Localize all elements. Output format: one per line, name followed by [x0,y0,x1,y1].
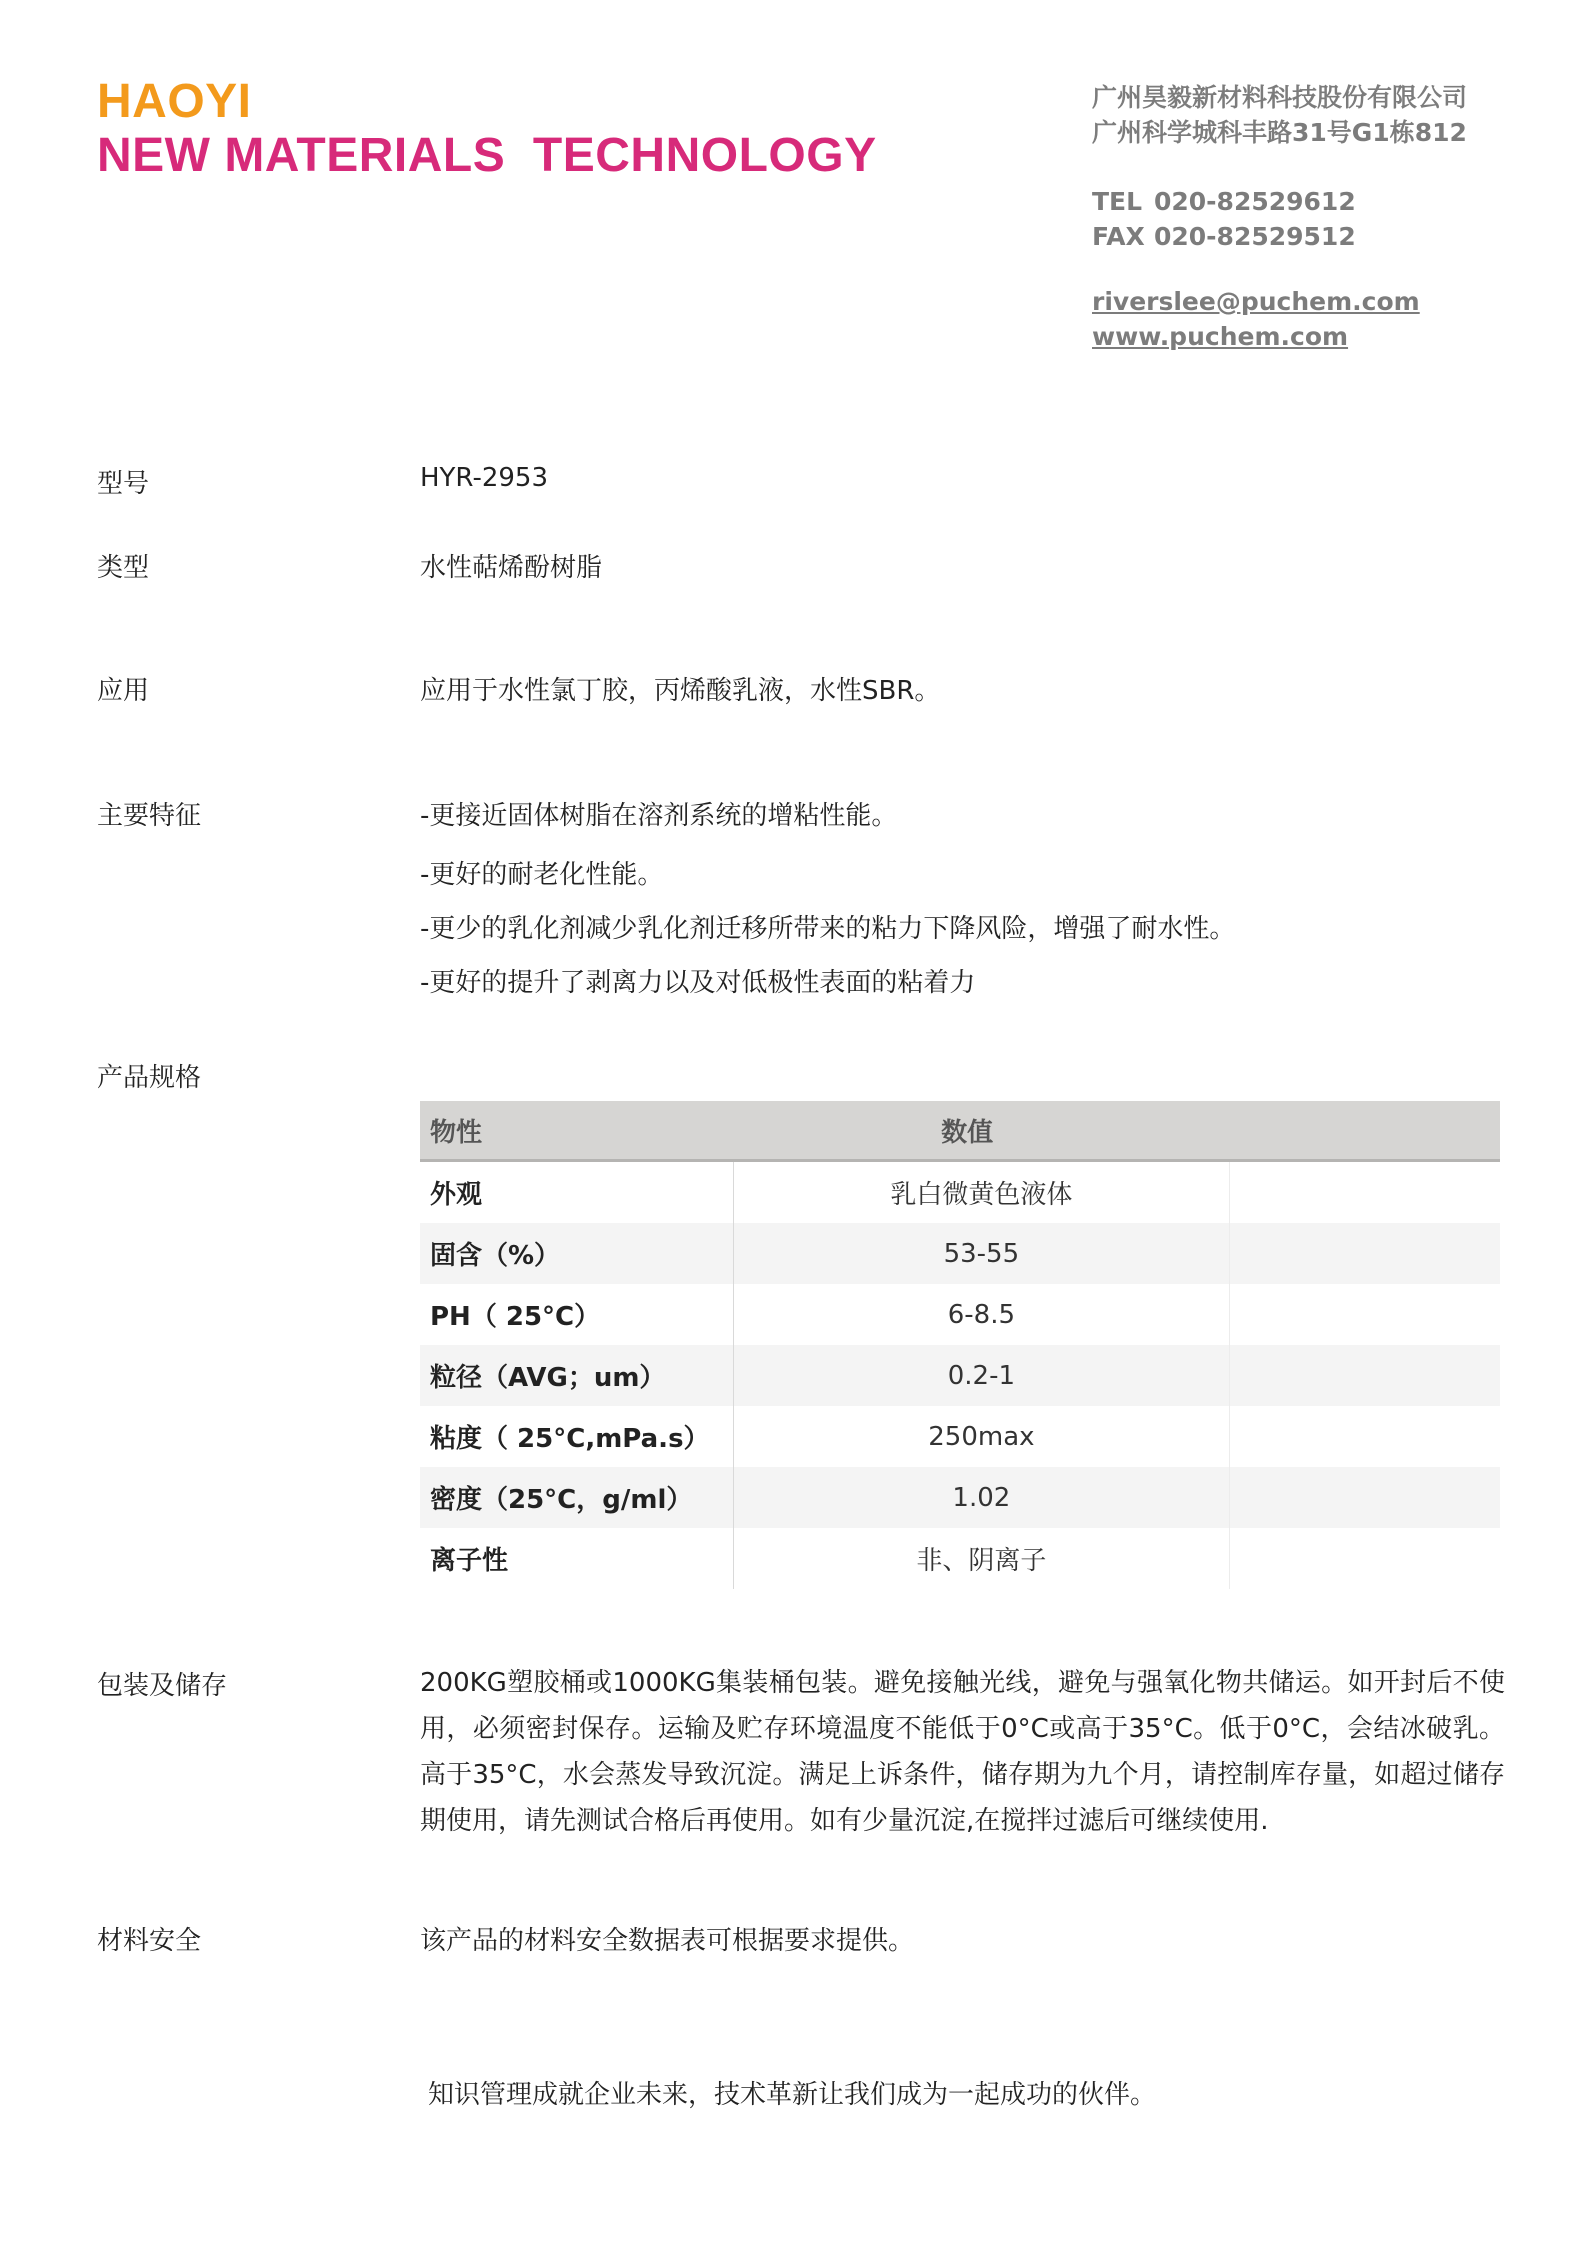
property-cell: 粒径（AVG；um） [420,1345,733,1406]
property-cell: 密度（25°C，g/ml） [420,1467,733,1528]
fax-row [1092,219,1467,254]
safety-label: 材料安全 [97,1926,202,1956]
feature-item: -更好的耐老化性能。 [420,860,664,890]
empty-cell [1229,1284,1500,1345]
model-value: HYR-2953 [420,463,548,493]
table-row [420,1284,1500,1345]
features-label: 主要特征 [97,801,202,831]
company-address: 广州科学城科丰路31号G1栋812 [1092,118,1467,147]
table-row [420,1223,1500,1284]
fax-label: FAX [1092,222,1145,251]
value-cell: 250max [733,1406,1229,1467]
feature-item: -更接近固体树脂在溶剂系统的增粘性能。 [420,801,898,831]
value-cell: 53-55 [733,1223,1229,1284]
value-cell: 1.02 [733,1467,1229,1528]
safety-text: 该产品的材料安全数据表可根据要求提供。 [420,1926,915,1956]
property-cell: 外观 [420,1161,733,1224]
empty-cell [1229,1467,1500,1528]
empty-cell [1229,1345,1500,1406]
fax-number: 020-82529512 [1154,222,1356,251]
property-cell: 粘度（ 25°C,mPa.s） [420,1406,733,1467]
tel-row [1092,184,1467,219]
storage-label: 包装及储存 [97,1671,228,1701]
value-cell: 6-8.5 [733,1284,1229,1345]
table-row [420,1406,1500,1467]
contact-block [1092,80,1467,354]
value-cell: 0.2-1 [733,1345,1229,1406]
empty-cell [1229,1161,1500,1224]
empty-cell [1229,1406,1500,1467]
empty-cell [1229,1223,1500,1284]
table-row [420,1528,1500,1589]
table-header-row [420,1101,1500,1161]
spec-table [420,1101,1500,1589]
tel-number: 020-82529612 [1154,187,1356,216]
empty-cell [1229,1528,1500,1589]
property-cell: 固含（%） [420,1223,733,1284]
email-link[interactable]: riverslee@puchem.com [1092,287,1420,316]
application-label: 应用 [97,676,150,706]
storage-text: 200KG塑胶桶或1000KG集装桶包装。避免接触光线，避免与强氧化物共储运。如开封后不使用，必须密封保存。运输及贮存环境温度不能低于0°C或高于35°C。低于0°C，会结冰破乳。高于35°C，水会蒸发导致沉淀。满足上诉条件，储存期为九个月，请控制库存量，如超过储存期使用，请先测试合格后再使用。如有少量沉淀,在搅拌过滤后可继续使用. [420,1668,1505,1836]
specs-label: 产品规格 [97,1063,202,1093]
type-value: 水性萜烯酚树脂 [420,553,603,583]
type-label: 类型 [97,553,150,583]
brand-name: HAOYI [97,75,252,128]
tel-label: TEL [1092,187,1143,216]
model-label: 型号 [97,469,150,499]
website-link[interactable]: www.puchem.com [1092,322,1349,351]
property-cell: 离子性 [420,1528,733,1589]
table-row [420,1161,1500,1224]
application-value: 应用于水性氯丁胶，丙烯酸乳液，水性SBR。 [420,676,941,706]
column-header-property: 物性 [420,1101,733,1161]
feature-item: -更少的乳化剂减少乳化剂迁移所带来的粘力下降风险，增强了耐水性。 [420,914,1236,944]
property-cell: PH（ 25°C） [420,1284,733,1345]
column-header-value: 数值 [733,1101,1500,1161]
company-name: 广州昊毅新材料科技股份有限公司 [1092,83,1468,112]
table-row [420,1467,1500,1528]
feature-item: -更好的提升了剥离力以及对低极性表面的粘着力 [420,968,976,998]
footer-motto: 知识管理成就企业未来，技术革新让我们成为一起成功的伙伴。 [428,2080,1157,2110]
value-cell: 非、阴离子 [733,1528,1229,1589]
value-cell: 乳白微黄色液体 [733,1161,1229,1224]
brand-tagline: NEW MATERIALS TECHNOLOGY [97,129,877,182]
brand-logo [97,76,877,184]
table-row [420,1345,1500,1406]
